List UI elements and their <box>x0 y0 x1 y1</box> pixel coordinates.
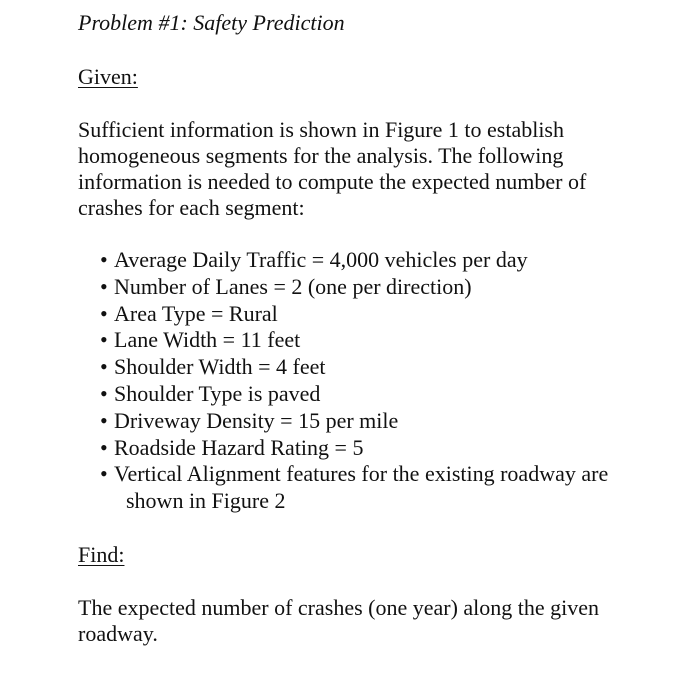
bullet-icon: • <box>100 380 108 406</box>
find-paragraph: The expected number of crashes (one year) along the given roadway. <box>78 595 600 646</box>
list-item-text: Shoulder Width = 4 feet <box>114 354 326 380</box>
find-heading: Find: <box>78 542 125 567</box>
list-item-continuation: shown in Figure 2 <box>126 488 286 514</box>
list-item-text: Shoulder Type is paved <box>114 380 321 406</box>
bullet-icon: • <box>100 407 108 433</box>
bullet-icon: • <box>100 300 108 326</box>
bullet-icon: • <box>100 247 108 272</box>
bullet-icon: • <box>100 354 108 380</box>
list-item-text: Vertical Alignment features for the existing roadway are <box>114 461 609 487</box>
list-item-text: Lane Width = 11 feet <box>114 327 301 353</box>
list-item <box>100 327 660 354</box>
list-item <box>100 301 660 328</box>
list-item <box>100 435 660 462</box>
list-item-text: Roadside Hazard Rating = 5 <box>114 434 364 460</box>
list-item <box>100 274 660 301</box>
list-item-text: Average Daily Traffic = 4,000 vehicles per day <box>114 247 528 272</box>
list-item <box>100 354 660 381</box>
bullet-icon: • <box>100 434 108 460</box>
list-item <box>100 381 660 408</box>
problem-title: Problem #1: Safety Prediction <box>78 10 345 35</box>
bullet-icon: • <box>100 461 108 487</box>
list-item <box>100 247 660 274</box>
given-heading: Given: <box>78 64 138 89</box>
given-paragraph: Sufficient information is shown in Figure 1 to establish homogeneous segments for the analysis. The following information is needed to compute the expected number of crashes for each segment: <box>78 117 587 220</box>
list-item <box>100 408 660 435</box>
bullet-icon: • <box>100 273 108 299</box>
list-item-text: Area Type = Rural <box>114 300 278 326</box>
list-item-text: Driveway Density = 15 per mile <box>114 407 399 433</box>
given-list <box>100 247 660 515</box>
list-item-text: Number of Lanes = 2 (one per direction) <box>114 273 472 299</box>
bullet-icon: • <box>100 327 108 353</box>
list-item <box>100 461 660 515</box>
